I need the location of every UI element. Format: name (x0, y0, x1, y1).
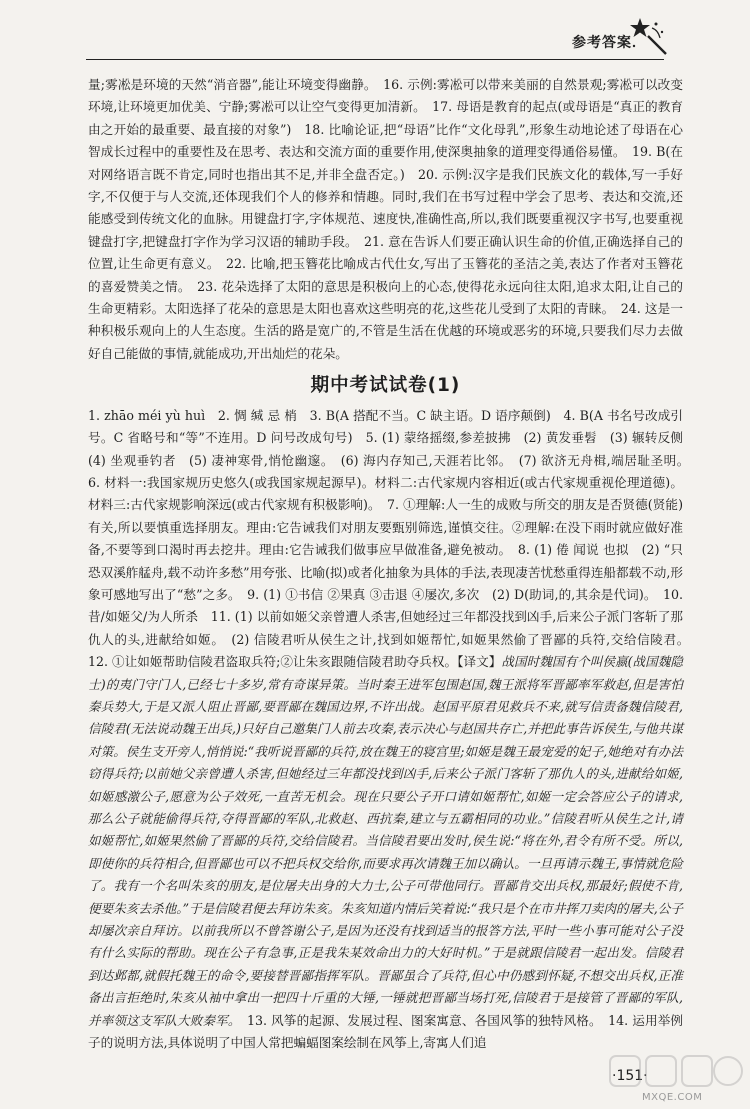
translation-label: 【译文】 (457, 654, 502, 670)
header-divider (86, 59, 664, 60)
answers-part2: 13. 风筝的起源、发展过程、图案寓意、各国风筝的独特风格。 14. 运用举例子的说明方法,具体说明了中国人常把蝙蝠图案绘制在风筝上,寄寓人们追 (88, 1012, 684, 1051)
answers-continued-paragraph: 量;雾凇是环境的天然“消音器”,能让环境变得幽静。 16. 示例:雾凇可以带来美丽的自然景观;雾凇可以改变环境,让环境更加优美、宁静;雾凇可以让空气变得更加清新。 17. 母语是教育的起点(或母语是“真正的教育由之开始的最重要、最直接的对象”) 18. 比喻论证,把“母语”比作“文化母乳”,形象生动地论述了母语在心智成长过程中的重要性及在思考、表达和交流方面的重要作用,使深奥抽象的道理变得通俗易懂。 19. B(在对网络语言既不肯定,同时也指出其不足,并非全盘否定。) 20. 示例:汉字是我们民族文化的载体,写一手好字,不仅便于与人交流,还体现我们个人的修养和情趣。同时,我们在书写过程中学会了思考、表达和交流,还能感受到传统文化的血脉。用键盘打字,字体规范、速度快,准确性高,所以,我们既要重视汉字书写,也要重视键盘打字,把键盘打字作为学习汉语的辅助手段。 21. 意在告诉人们要正确认识生命的价值,正确选择自己的位置,让生命更有意义。 22. 比喻,把玉簪花比喻成古代仕女,写出了玉簪花的圣洁之美,表达了作者对玉簪花的喜爱赞美之情。 23. 花朵选择了太阳的意思是积极向上的心态,使得花永远向往太阳,追求太阳,让自己的生命更精彩。太阳选择了花朵的意思是太阳也喜欢这些明亮的花,这些花儿受到了太阳的青睐。 24. 这是一种积极乐观向上的人生态度。生活的路是宽广的,不管是生活在优越的环境或恶劣的环境,只要我们尽力去做好自己能做的事情,就能成功,开出灿烂的花朵。 (88, 77, 683, 361)
header-title: 参考答案 (572, 35, 632, 51)
watermark-text: MXQE.COM (642, 1092, 703, 1103)
answers-part1: 1. zhāo méi yù huì 2. 惆 缄 忌 梢 3. B(A 搭配不当。C 缺主语。D 语序颠倒) 4. B(A 书名号改成引号。C 省略号和“等”不连用。D 问号改成句号) 5. (1) 蒙络摇缀,参差披拂 (2) 黄发垂髫 (3) 辗转反侧 (4) 坐观垂钓者 (5) 凄神寒骨,悄怆幽邃。 (6) 海内存知己,天涯若比邻。 (7) 欲济无舟楫,端居耻圣明。 6. 材料一:我国家规历史悠久(或我国家规起源早)。材料二:古代家规内容相近(或古代家规重视伦理道德)。材料三:古代家规影响深远(或古代家规有积极影响)。 7. ①理解:人一生的成败与所交的朋友是否贤德(贤能)有关,所以要慎重选择朋友。理由:它告诫我们对朋友要甄别筛选,谨慎交往。②理解:在没下雨时就应做好准备,不要等到口渴时再去挖井。理由:它告诫我们做事应早做准备,避免被动。 8. (1) 倦 闻说 也拟 (2) “只恐双溪舴艋舟,载不动许多愁”用夸张、比喻(拟)或者化抽象为具体的手法,表现凄苦忧愁重得连船都载不动,形象可感地写出了“愁”之多。 9. (1) ①书信 ②果真 ③击退 ④屡次,多次 (2) D(助词,的,其余是代词)。 10. 昔/如姬父/为人所杀 11. (1) 以前如姬父亲曾遭人杀害,但她经过三年都没找到凶手,后来公子派门客斩了那仇人的头,进献给如姬。 (2) 信陵君听从侯生之计,找到如姬帮忙,如姬果然偷了晋鄙的兵符,交给信陵君。 12. ①让如姬帮助信陵君盗取兵符;②让朱亥跟随信陵君助夺兵权。 (88, 407, 696, 670)
star-wand-icon (626, 14, 670, 58)
answer-content (88, 74, 696, 1054)
page-header (0, 0, 750, 70)
section-title: 期中考试试卷(1) (310, 375, 461, 397)
page-number: ·151· (612, 1068, 648, 1084)
translation-text: 战国时魏国有个叫侯嬴(战国魏隐士)的夷门守门人,已经七十多岁,常有奇谋异策。当时秦王进军包围赵国,魏王派将军晋鄙率军救赵,但是害怕秦兵势大,于是又派人阻止晋鄙,要晋鄙在魏国边界,不许出战。赵国平原君见救兵不来,就写信责备魏信陵君,信陵君(无法说动魏王出兵,)只好自己邀集门人前去攻秦,表示决心与赵国共存亡,并把此事告诉侯生,与他共谋对策。侯生支开旁人,悄悄说:“我听说晋鄙的兵符,放在魏王的寝宫里;如姬是魏王最宠爱的妃子,她绝对有办法窃得兵符;以前她父亲曾遭人杀害,但她经过三年都没找到凶手,后来公子派门客斩了那仇人的头,进献给如姬,如姬感激公子,愿意为公子效死,一直苦无机会。现在只要公子开口请如姬帮忙,如姬一定会答应公子的请求,那么公子就能偷得兵符,夺得晋鄙的军队,北救赵、西抗秦,建立与五霸相同的功业。”信陵君听从侯生之计,请如姬帮忙,如姬果然偷了晋鄙的兵符,交给信陵君。当信陵君要出发时,侯生说:“将在外,君令有所不受。所以,即使你的兵符相合,但晋鄙也可以不把兵权交给你,而要求再次请魏王加以确认。一旦再请示魏王,事情就危险了。我有一个名叫朱亥的朋友,是位屠夫出身的大力士,公子可带他同行。晋鄙肯交出兵权,那最好;假使不肯,便要朱亥去杀他。”于是信陵君便去拜访朱亥。朱亥知道内情后笑着说:“我只是个在市井挥刀卖肉的屠夫,公子却屡次亲自拜访。以前我所以不曾答谢公子,是因为还没有找到适当的报答方法,平时一些小事可能对公子没有什么实际的帮助。现在公子有急事,正是我朱某效命出力的大好时机。”于是就跟信陵君一起出发。信陵君到达邺都,就假托魏王的命令,要接替晋鄙指挥军队。晋鄙虽合了兵符,但心中仍感到怀疑,不想交出兵权,正准备出言拒绝时,朱亥从袖中拿出一把四十斤重的大锤,一锤就把晋鄙当场打死,信陵君于是接管了晋鄙的军队,并率领这支军队大败秦军。 (88, 654, 683, 1028)
exam-answers-paragraph (88, 405, 696, 1055)
